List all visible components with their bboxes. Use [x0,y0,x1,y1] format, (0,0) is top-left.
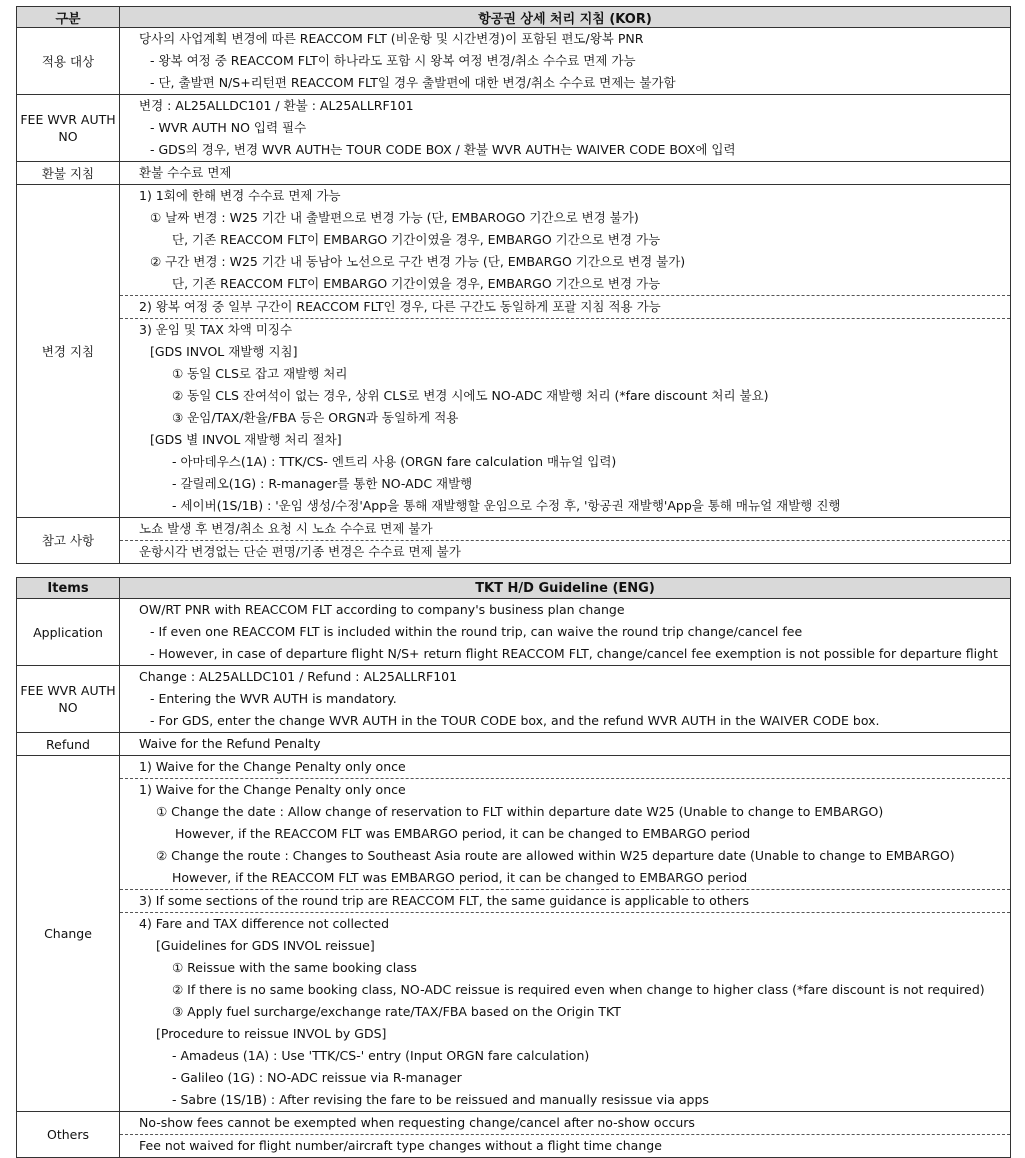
section-content [120,599,1011,622]
section-label: FEE WVR AUTH NO [17,95,120,162]
guideline-line: - If even one REACCOM FLT is included within the round trip, can waive the round trip change/cancel fee [150,624,803,639]
section-content [120,50,1011,72]
header-category: 구분 [17,7,120,28]
section-content [120,473,1011,495]
guideline-line: However, if the REACCOM FLT was EMBARGO period, it can be changed to EMBARGO period [172,870,748,885]
table-header-row [17,7,1011,28]
guideline-line: ② If there is no same booking class, NO-ADC reissue is required even when change to higher class (*fare discount is not required) [172,982,985,997]
table-row [17,666,1011,689]
header-category: Items [17,578,120,599]
guideline-line: - Galileo (1G) : NO-ADC reissue via R-manager [172,1070,462,1085]
guideline-line: [Procedure to reissue INVOL by GDS] [156,1026,387,1041]
section-content [120,1001,1011,1023]
section-content [120,28,1011,51]
section-content [120,1089,1011,1112]
section-content [120,541,1011,564]
guideline-line: - WVR AUTH NO 입력 필수 [150,120,307,135]
table-row [17,72,1011,95]
section-content [120,688,1011,710]
guideline-line: ② Change the route : Changes to Southeast Asia route are allowed within W25 departure date (Unable to change to EMBARGO) [156,848,955,863]
section-content [120,756,1011,779]
table-row [17,779,1011,802]
guideline-line: - However, in case of departure flight N/S+ return flight REACCOM FLT, change/cancel fee exemption is not possible for departure flight [150,646,998,661]
guideline-line: However, if the REACCOM FLT was EMBARGO period, it can be changed to EMBARGO period [175,826,751,841]
guideline-line: - 갈릴레오(1G) : R-manager를 통한 NO-ADC 재발행 [172,476,473,491]
section-content [120,823,1011,845]
table-row [17,473,1011,495]
section-content [120,1067,1011,1089]
section-content [120,643,1011,666]
section-content [120,913,1011,936]
section-content [120,845,1011,867]
table-row [17,341,1011,363]
guideline-line: ② 구간 변경 : W25 기간 내 동남아 노선으로 구간 변경 가능 (단, EMBARGO 기간으로 변경 불가) [150,254,686,269]
section-content [120,296,1011,319]
guideline-line: [GDS 별 INVOL 재발행 처리 절차] [150,432,342,447]
guideline-line: Fee not waived for flight number/aircraft type changes without a flight time change [139,1138,662,1153]
table-row [17,185,1011,208]
guideline-line: 단, 기존 REACCOM FLT이 EMBARGO 기간이였을 경우, EMBARGO 기간으로 변경 가능 [172,232,661,247]
table-row [17,957,1011,979]
table-row [17,1045,1011,1067]
section-content [120,273,1011,296]
guideline-line: Waive for the Refund Penalty [139,736,321,751]
guideline-line: - For GDS, enter the change WVR AUTH in the TOUR CODE box, and the refund WVR AUTH in the WAIVER CODE box. [150,713,880,728]
guideline-line: ① 동일 CLS로 잡고 재발행 처리 [172,366,348,381]
table-row [17,229,1011,251]
table-row [17,429,1011,451]
header-title: TKT H/D Guideline (ENG) [120,578,1011,599]
section-label: Change [17,756,120,1112]
table-row [17,710,1011,733]
guideline-line: No-show fees cannot be exempted when requesting change/cancel after no-show occurs [139,1115,695,1130]
section-content [120,341,1011,363]
section-content [120,495,1011,518]
section-content [120,621,1011,643]
table-row [17,1023,1011,1045]
section-content [120,72,1011,95]
guideline-line: - Sabre (1S/1B) : After revising the fare to be reissued and manually resissue via apps [172,1092,709,1107]
section-content [120,935,1011,957]
section-content [120,95,1011,118]
table-row [17,1112,1011,1135]
section-content [120,1045,1011,1067]
table-row [17,621,1011,643]
section-label: 환불 지침 [17,162,120,185]
table-row [17,913,1011,936]
table-header-row [17,578,1011,599]
section-content [120,867,1011,890]
guideline-line: - Amadeus (1A) : Use 'TTK/CS-' entry (Input ORGN fare calculation) [172,1048,590,1063]
section-content [120,229,1011,251]
table-row [17,541,1011,564]
section-content [120,710,1011,733]
table-row [17,801,1011,823]
table-row [17,688,1011,710]
guideline-line: - Entering the WVR AUTH is mandatory. [150,691,397,706]
guideline-line: 운항시각 변경없는 단순 편명/기종 변경은 수수료 면제 불가 [139,544,461,559]
section-content [120,319,1011,342]
section-content [120,1112,1011,1135]
section-label: 적용 대상 [17,28,120,95]
guideline-table-kor [16,6,1011,564]
section-content [120,407,1011,429]
header-title: 항공권 상세 처리 지침 (KOR) [120,7,1011,28]
section-label: Others [17,1112,120,1158]
section-content [120,162,1011,185]
section-content [120,518,1011,541]
table-row [17,162,1011,185]
guideline-line: 1) 1회에 한해 변경 수수료 면제 가능 [139,188,341,203]
section-content [120,1135,1011,1158]
guideline-line: 3) If some sections of the round trip are REACCOM FLT, the same guidance is applicable to others [139,893,749,908]
guideline-line: - 왕복 여정 중 REACCOM FLT이 하나라도 포함 시 왕복 여정 변경/취소 수수료 면제 가능 [150,53,636,68]
table-row [17,95,1011,118]
section-content [120,779,1011,802]
guideline-line: - 세이버(1S/1B) : '운임 생성/수정'App을 통해 재발행할 운임으로 수정 후, '항공권 재발행'App을 통해 매뉴얼 재발행 진행 [172,498,841,513]
table-row [17,363,1011,385]
section-content [120,207,1011,229]
table-row [17,251,1011,273]
table-row [17,207,1011,229]
table-row [17,890,1011,913]
table-row [17,296,1011,319]
guideline-line: ① Change the date : Allow change of reservation to FLT within departure date W25 (Unable to change to EMBARGO) [156,804,884,819]
guideline-line: ② 동일 CLS 잔여석이 없는 경우, 상위 CLS로 변경 시에도 NO-ADC 재발행 처리 (*fare discount 처리 불요) [172,388,769,403]
table-row [17,1135,1011,1158]
guideline-table-eng [16,577,1011,1158]
guideline-line: - 단, 출발편 N/S+리턴편 REACCOM FLT일 경우 출발편에 대한 변경/취소 수수료 면제는 불가함 [150,75,676,90]
table-row [17,935,1011,957]
table-row [17,643,1011,666]
table-row [17,867,1011,890]
section-content [120,957,1011,979]
guideline-line: Change : AL25ALLDC101 / Refund : AL25ALLRF101 [139,669,458,684]
guideline-line: [GDS INVOL 재발행 지침] [150,344,298,359]
section-content [120,251,1011,273]
guideline-line: 환불 수수료 면제 [139,165,232,180]
table-row [17,733,1011,756]
section-content [120,1023,1011,1045]
guideline-line: 단, 기존 REACCOM FLT이 EMBARGO 기간이였을 경우, EMBARGO 기간으로 변경 가능 [172,276,661,291]
table-row [17,1089,1011,1112]
table-row [17,28,1011,51]
section-content [120,801,1011,823]
guideline-line: ③ Apply fuel surcharge/exchange rate/TAX/FBA based on the Origin TKT [172,1004,621,1019]
guideline-line: 3) 운임 및 TAX 차액 미징수 [139,322,293,337]
guideline-line: - 아마데우스(1A) : TTK/CS- 엔트리 사용 (ORGN fare calculation 매뉴얼 입력) [172,454,617,469]
section-label: 변경 지침 [17,185,120,518]
guideline-line: OW/RT PNR with REACCOM FLT according to company's business plan change [139,602,625,617]
table-row [17,117,1011,139]
table-row [17,50,1011,72]
table-row [17,495,1011,518]
section-content [120,733,1011,756]
table-row [17,407,1011,429]
section-label: Application [17,599,120,666]
guideline-line: ① 날짜 변경 : W25 기간 내 출발편으로 변경 가능 (단, EMBAROGO 기간으로 변경 불가) [150,210,639,225]
table-row [17,979,1011,1001]
section-content [120,185,1011,208]
table-row [17,451,1011,473]
table-row [17,1067,1011,1089]
section-content [120,363,1011,385]
table-row [17,385,1011,407]
section-content [120,117,1011,139]
section-content [120,451,1011,473]
guideline-line: [Guidelines for GDS INVOL reissue] [156,938,375,953]
section-content [120,890,1011,913]
table-row [17,756,1011,779]
section-content [120,979,1011,1001]
guideline-line: 1) Waive for the Change Penalty only once [139,759,406,774]
table-row [17,823,1011,845]
section-content [120,139,1011,162]
table-row [17,319,1011,342]
section-content [120,429,1011,451]
guideline-line: 노쇼 발생 후 변경/취소 요청 시 노쇼 수수료 면제 불가 [139,521,433,536]
table-row [17,1001,1011,1023]
table-row [17,139,1011,162]
section-label: FEE WVR AUTH NO [17,666,120,733]
section-content [120,385,1011,407]
guideline-line: 4) Fare and TAX difference not collected [139,916,389,931]
table-row [17,518,1011,541]
section-label: 참고 사항 [17,518,120,564]
guideline-line: 2) 왕복 여정 중 일부 구간이 REACCOM FLT인 경우, 다른 구간도 동일하게 포괄 지침 적용 가능 [139,299,661,314]
table-row [17,273,1011,296]
table-row [17,599,1011,622]
guideline-line: 변경 : AL25ALLDC101 / 환불 : AL25ALLRF101 [139,98,414,113]
guideline-line: 1) Waive for the Change Penalty only once [139,782,406,797]
guideline-line: ① Reissue with the same booking class [172,960,417,975]
guideline-line: - GDS의 경우, 변경 WVR AUTH는 TOUR CODE BOX / 환불 WVR AUTH는 WAIVER CODE BOX에 입력 [150,142,736,157]
section-label: Refund [17,733,120,756]
guideline-line: 당사의 사업계획 변경에 따른 REACCOM FLT (비운항 및 시간변경)이 포함된 편도/왕복 PNR [139,31,644,46]
guideline-line: ③ 운임/TAX/환율/FBA 등은 ORGN과 동일하게 적용 [172,410,459,425]
table-row [17,845,1011,867]
section-content [120,666,1011,689]
